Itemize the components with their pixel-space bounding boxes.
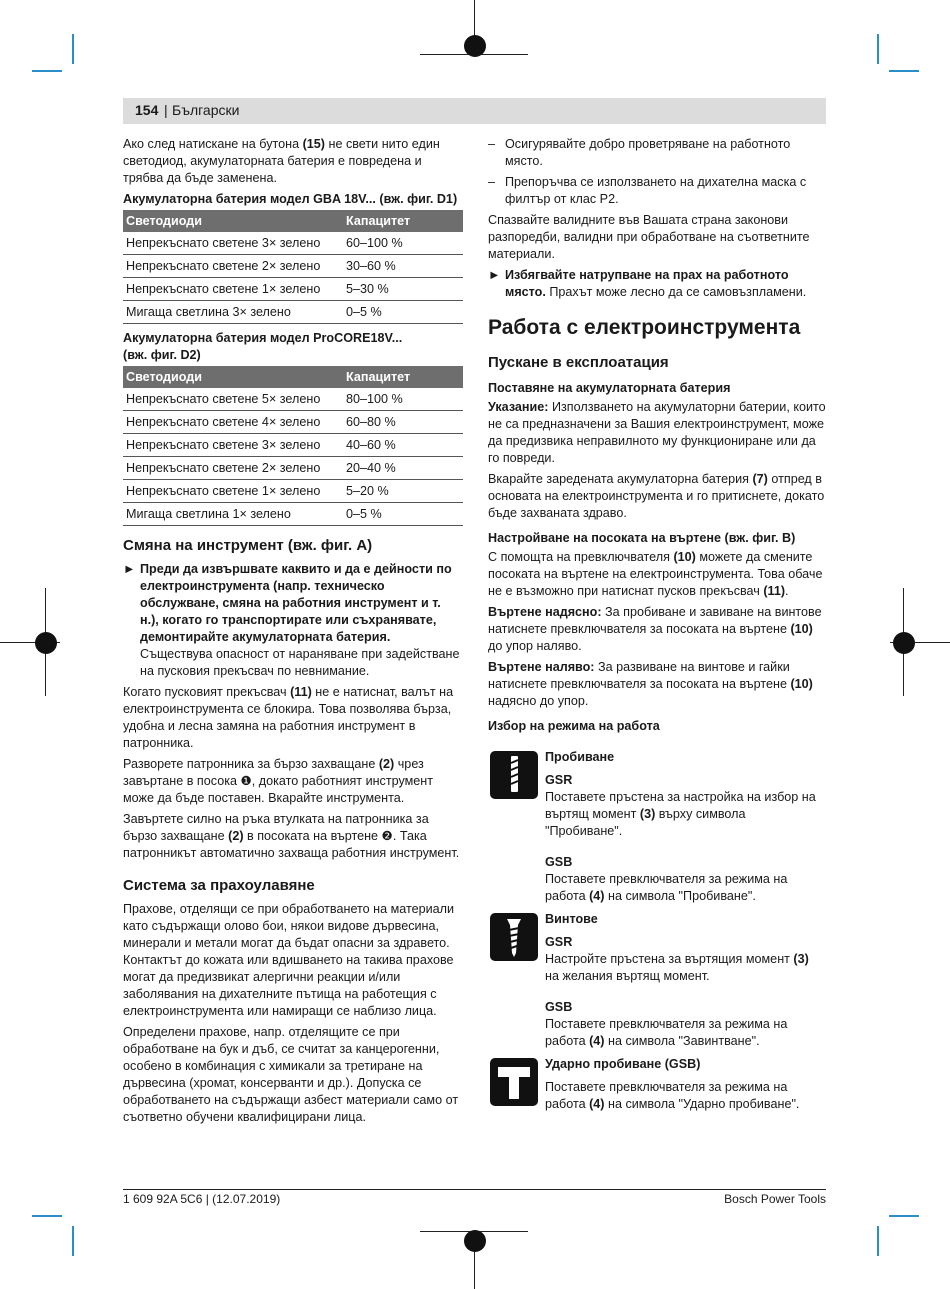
battery-intro-paragraph: Ако след натискане на бутона (15) не свети нито един светодиод, акумулаторната батерия е повредена и трябва да бъде заменена. bbox=[123, 137, 440, 185]
drill-bit-icon bbox=[490, 751, 538, 799]
crop-mark bbox=[877, 1226, 879, 1256]
table-header-capacity: Капацитет bbox=[343, 210, 463, 232]
crop-mark bbox=[32, 1215, 62, 1217]
table-header-leds: Светодиоди bbox=[123, 210, 343, 232]
insert-battery-heading: Поставяне на акумулаторната батерия bbox=[488, 381, 731, 395]
note-paragraph: Указание: Използването на акумулаторни батерии, които не са предназначени за Вашия електроинструмент, може да предизвика неправилното му функциониране или да го повреди. bbox=[488, 400, 826, 465]
hammer-drill-icon bbox=[490, 1058, 538, 1106]
operating-mode-heading: Избор на режима на работа bbox=[488, 719, 660, 733]
right-rotation-paragraph: Въртене надясно: За пробиване и завиване на винтове натиснете превключвателя за посоката на въртене (10) до упор наляво. bbox=[488, 605, 822, 653]
table-row: Непрекъснато светене 1× зелено 5–30 % bbox=[123, 278, 463, 301]
list-item: – Осигурявайте добро проветряване на работното място. bbox=[488, 137, 791, 168]
table-header-leds: Светодиоди bbox=[123, 366, 343, 388]
registration-dot bbox=[35, 632, 57, 654]
dust-warning-bullet: ► Избягвайте натрупване на прах на работното място. Прахът може лесно да се самовъзпламени. bbox=[488, 268, 807, 299]
spindle-lock-paragraph: Когато пусковият прекъсвач (11) не е натиснат, валът на електроинструмента се блокира. Това позволява бърза, удобна и лесна замяна на работния инструмент в патронника. bbox=[123, 685, 454, 750]
table-row: Непрекъснато светене 4× зелено 60–80 % bbox=[123, 411, 463, 434]
crop-mark bbox=[72, 1226, 74, 1256]
header-language: Български bbox=[172, 102, 240, 118]
operation-heading: Работа с електроинструмента bbox=[488, 316, 801, 339]
close-chuck-paragraph: Завъртете силно на ръка втулката на патронника за бързо захващане (2) в посоката на въртене ❷. Така патронникът автоматично захваща работния инструмент. bbox=[123, 812, 460, 860]
right-column bbox=[488, 136, 826, 1119]
table2-caption: Акумулаторна батерия модел ProCORE18V... (вж. фиг. D2) bbox=[123, 331, 403, 362]
table-row: Мигаща светлина 3× зелено 0–5 % bbox=[123, 301, 463, 324]
triangle-bullet-icon: ► bbox=[488, 268, 501, 282]
table-header-capacity: Капацитет bbox=[343, 366, 463, 388]
startup-heading: Пускане в експлоатация bbox=[488, 354, 669, 371]
registration-dot bbox=[893, 632, 915, 654]
table-row: Непрекъснато светене 3× зелено 40–60 % bbox=[123, 434, 463, 457]
left-rotation-paragraph: Въртене наляво: За развиване на винтове и гайки натиснете превключвателя за посоката на въртене (10) надясно до упор. bbox=[488, 660, 813, 708]
dust-extraction-heading: Система за прахоулавяне bbox=[123, 877, 315, 894]
table-row: Непрекъснато светене 2× зелено 30–60 % bbox=[123, 255, 463, 278]
rotation-paragraph: С помощта на превключвателя (10) можете да смените посоката на въртене на електроинструмента. Това обаче не е възможно при натиснат пусков прекъсвач (11). bbox=[488, 550, 823, 598]
page-number: 154 bbox=[135, 102, 159, 118]
mode-hammer-drilling: Ударно пробиване (GSB) Поставете превключвателя за режима на работа (4) на символа "Ударно пробиване". bbox=[488, 1056, 826, 1113]
crop-mark bbox=[877, 34, 879, 64]
safety-warning-bullet: ► Преди да извършвате каквито и да е дейности по електроинструмента (напр. техническо обслужване, смяна на работния инструмент и т. н.), когато го транспортирате или съхранявате, демонтирайте акумулаторната батерия. Съществува опасност от нараняване при задействане на пусковия прекъсвач по невнимание. bbox=[123, 562, 460, 678]
rotation-direction-heading: Настройване на посоката на въртене (вж. фиг. B) bbox=[488, 531, 796, 545]
screw-icon bbox=[490, 913, 538, 961]
table-row: Мигаща светлина 1× зелено 0–5 % bbox=[123, 503, 463, 526]
crop-mark bbox=[72, 34, 74, 64]
open-chuck-paragraph: Разворете патронника за бързо захващане (2) чрез завъртане в посока ❶, докато работният инструмент може да бъде поставен. Вкарайте инструмента. bbox=[123, 757, 434, 805]
registration-dot bbox=[464, 1230, 486, 1252]
triangle-bullet-icon: ► bbox=[123, 562, 136, 576]
mode-drilling: Пробиване GSR Поставете пръстена за настройка на избор на въртящ момент (3) върху символа "Пробиване". GSB Поставете превключвателя за режима на работа (4) на символа "Пробиване". bbox=[488, 749, 826, 905]
table-row: Непрекъснато светене 5× зелено 80–100 % bbox=[123, 388, 463, 411]
crop-mark bbox=[889, 1215, 919, 1217]
crop-mark bbox=[32, 70, 62, 72]
dust-carcinogenic-paragraph: Определени прахове, напр. отделящите се при обработване на бук и дъб, се считат за канцерогенни, особено в комбинация с химикали за третиране на дървесина (хромат, консерванти и др.). Допуска се обработването на съдържащи азбест материали само от съответно обучени квалифицирани лица. bbox=[123, 1025, 459, 1124]
regulations-paragraph: Спазвайте валидните във Вашата страна законови разпоредби, валидни при обработване на съответните материали. bbox=[488, 213, 810, 261]
led-table-procore bbox=[123, 366, 463, 526]
list-item: – Препоръчва се използването на дихателна маска с филтър от клас P2. bbox=[488, 175, 807, 206]
table1-caption: Акумулаторна батерия модел GBA 18V... (вж. фиг. D1) bbox=[123, 192, 458, 206]
tool-change-heading: Смяна на инструмент (вж. фиг. A) bbox=[123, 537, 373, 554]
table-row: Непрекъснато светене 3× зелено 60–100 % bbox=[123, 232, 463, 255]
mode-screwdriving: Винтове GSR Настройте пръстена за въртящия момент (3) на желания въртящ момент. GSB Поставете превключвателя за режима на работа (4) на символа "Завинтване". bbox=[488, 911, 826, 1050]
footer-brand: Bosch Power Tools bbox=[724, 1192, 826, 1206]
footer-document-number: 1 609 92A 5C6 | (12.07.2019) bbox=[123, 1192, 281, 1206]
left-column bbox=[123, 136, 463, 1130]
footer-rule bbox=[123, 1189, 826, 1190]
insert-battery-paragraph: Вкарайте заредената акумулаторна батерия (7) отпред в основата на електроинструмента и го притиснете, докато бъде захваната здраво. bbox=[488, 472, 825, 520]
crop-mark bbox=[889, 70, 919, 72]
table-row: Непрекъснато светене 2× зелено 20–40 % bbox=[123, 457, 463, 480]
header-separator: | bbox=[164, 102, 168, 118]
registration-dot bbox=[464, 35, 486, 57]
led-table-gba bbox=[123, 210, 463, 324]
dust-hazard-paragraph: Прахове, отделящи се при обработването на материали като съдържащи олово бои, някои видове дървесина, минерали и метали могат да бъдат опасни за здравето. Контактът до кожата или вдишването на такива прахове могат да предизвикат алергични реакции и/или заболявания на дихателните пътища на работещия с електроинструмента или намиращи се наблизо лица. bbox=[123, 902, 455, 1018]
table-row: Непрекъснато светене 1× зелено 5–20 % bbox=[123, 480, 463, 503]
